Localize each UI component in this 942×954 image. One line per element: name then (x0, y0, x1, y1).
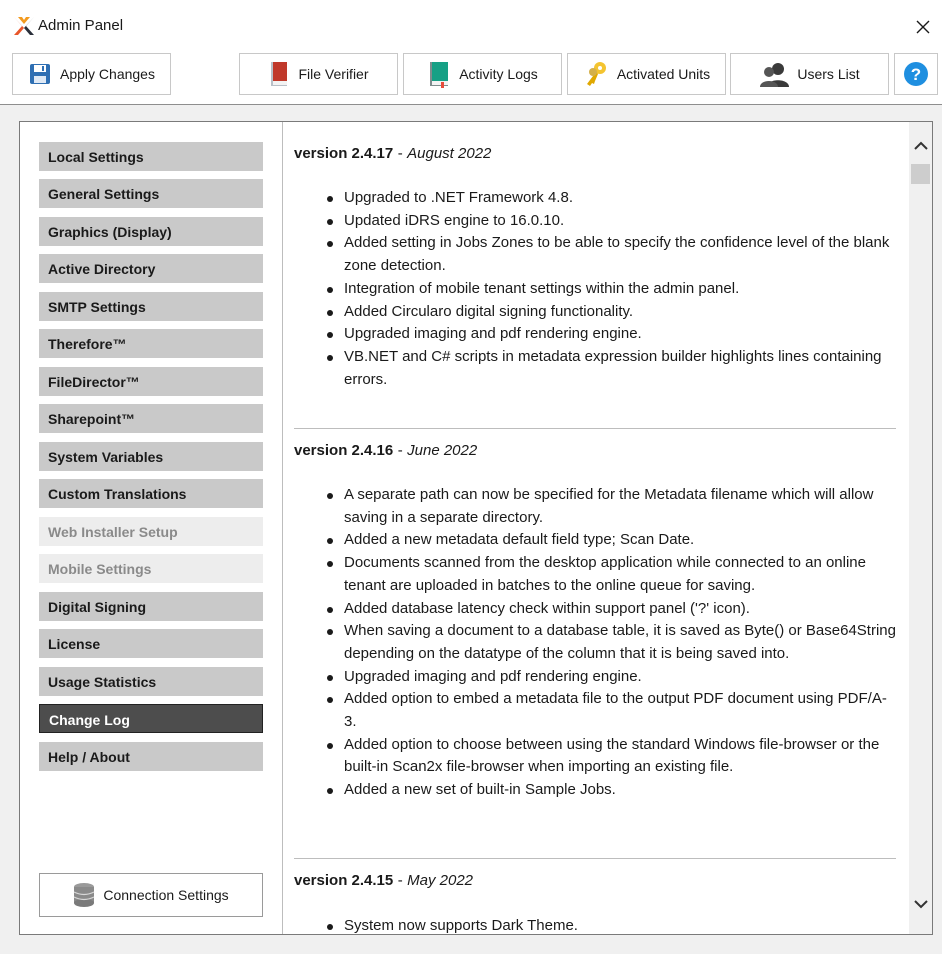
help-circle-icon (903, 61, 929, 87)
sidebar-item-therefore[interactable]: Therefore™ (39, 329, 263, 358)
change-item: Added Circularo digital signing functionality. (344, 301, 899, 324)
close-icon (916, 20, 930, 34)
change-item: Added database latency check within support panel ('?' icon). (344, 598, 899, 621)
connection-settings-label: Connection Settings (103, 887, 229, 903)
sidebar-item-sharepoint[interactable]: Sharepoint™ (39, 404, 263, 433)
version-divider (294, 858, 896, 859)
sidebar-item-custom-translations[interactable]: Custom Translations (39, 479, 263, 508)
connection-settings-button[interactable] (39, 873, 263, 917)
title-bar (0, 0, 942, 50)
version-number: version 2.4.15 (294, 872, 394, 889)
green-book-icon (427, 60, 451, 88)
change-item: Added option to choose between using the standard Windows file-browser or the built-in Scan2x file-browser when importing an existing file. (344, 734, 899, 779)
change-item: Documents scanned from the desktop application while connected to an online tenant are uploaded in batches to the online queue for saving. (344, 552, 899, 597)
version-date: June 2022 (407, 442, 478, 459)
sidebar-item-general-settings[interactable]: General Settings (39, 179, 263, 208)
version-header (294, 145, 491, 163)
change-item: Added a new set of built-in Sample Jobs. (344, 779, 899, 802)
version-separator: - (397, 872, 403, 889)
version-changes-list (344, 187, 899, 391)
sidebar-item-local-settings[interactable]: Local Settings (39, 142, 263, 171)
apply-changes-label: Apply Changes (60, 66, 155, 82)
change-item: Upgraded imaging and pdf rendering engine. (344, 666, 899, 689)
sidebar-item-graphics-display[interactable]: Graphics (Display) (39, 217, 263, 246)
users-icon (759, 61, 789, 87)
activated-units-button[interactable] (567, 53, 726, 95)
version-number: version 2.4.16 (294, 442, 394, 459)
users-list-label: Users List (797, 66, 860, 82)
sidebar-item-active-directory[interactable]: Active Directory (39, 254, 263, 283)
version-header (294, 872, 473, 890)
file-verifier-label: File Verifier (298, 66, 369, 82)
toolbar (0, 50, 942, 105)
change-item: When saving a document to a database table, it is saved as Byte() or Base64String depending on the datatype of the column that it is being saved into. (344, 620, 899, 665)
activity-logs-button[interactable] (403, 53, 562, 95)
change-item: A separate path can now be specified for the Metadata filename which will allow saving in a separate directory. (344, 484, 899, 529)
sidebar-item-license[interactable]: License (39, 629, 263, 658)
sidebar-item-smtp-settings[interactable]: SMTP Settings (39, 292, 263, 321)
close-button[interactable] (908, 12, 938, 42)
activity-logs-label: Activity Logs (459, 66, 538, 82)
settings-frame (19, 121, 933, 935)
change-item: Upgraded imaging and pdf rendering engine. (344, 323, 899, 346)
change-item: Added setting in Jobs Zones to be able to specify the confidence level of the blank zone detection. (344, 232, 899, 277)
sidebar-item-help-about[interactable]: Help / About (39, 742, 263, 771)
version-number: version 2.4.17 (294, 145, 394, 162)
version-changes-list (344, 915, 899, 934)
change-item: Added a new metadata default field type; Scan Date. (344, 529, 899, 552)
svg-text:?: ? (910, 65, 922, 84)
sidebar-item-filedirector[interactable]: FileDirector™ (39, 367, 263, 396)
sidebar-item-change-log[interactable]: Change Log (39, 704, 263, 733)
scroll-down-button[interactable] (909, 894, 932, 914)
scroll-thumb[interactable] (911, 164, 930, 184)
sidebar-item-mobile-settings: Mobile Settings (39, 554, 263, 583)
window-title: Admin Panel (38, 17, 124, 34)
change-log-scrollbar[interactable] (909, 122, 932, 934)
version-header (294, 442, 477, 460)
chevron-up-icon (914, 141, 928, 151)
save-icon (28, 62, 52, 86)
change-item: System now supports Dark Theme. (344, 915, 899, 934)
version-date: August 2022 (407, 145, 492, 162)
activated-units-label: Activated Units (616, 66, 711, 82)
content-area (0, 105, 942, 954)
users-list-button[interactable] (730, 53, 889, 95)
change-item: Integration of mobile tenant settings within the admin panel. (344, 278, 899, 301)
settings-sidebar (20, 122, 283, 934)
scroll-up-button[interactable] (909, 136, 932, 156)
version-date: May 2022 (407, 872, 474, 889)
keys-icon (583, 60, 609, 88)
version-separator: - (397, 442, 403, 459)
sidebar-item-usage-statistics[interactable]: Usage Statistics (39, 667, 263, 696)
change-item: Updated iDRS engine to 16.0.10. (344, 210, 899, 233)
file-verifier-button[interactable] (239, 53, 398, 95)
database-icon (73, 882, 95, 908)
chevron-down-icon (914, 899, 928, 909)
sidebar-item-system-variables[interactable]: System Variables (39, 442, 263, 471)
change-log-panel (283, 122, 909, 934)
sidebar-item-digital-signing[interactable]: Digital Signing (39, 592, 263, 621)
change-item: Added option to embed a metadata file to the output PDF document using PDF/A-3. (344, 688, 899, 733)
app-logo-icon (13, 16, 35, 36)
change-item: Upgraded to .NET Framework 4.8. (344, 187, 899, 210)
red-book-icon (268, 60, 290, 88)
apply-changes-button[interactable] (12, 53, 171, 95)
version-separator: - (397, 145, 403, 162)
version-changes-list (344, 484, 899, 802)
version-divider (294, 428, 896, 429)
help-button[interactable] (894, 53, 938, 95)
change-item: VB.NET and C# scripts in metadata expression builder highlights lines containing errors. (344, 346, 899, 391)
sidebar-item-web-installer-setup: Web Installer Setup (39, 517, 263, 546)
